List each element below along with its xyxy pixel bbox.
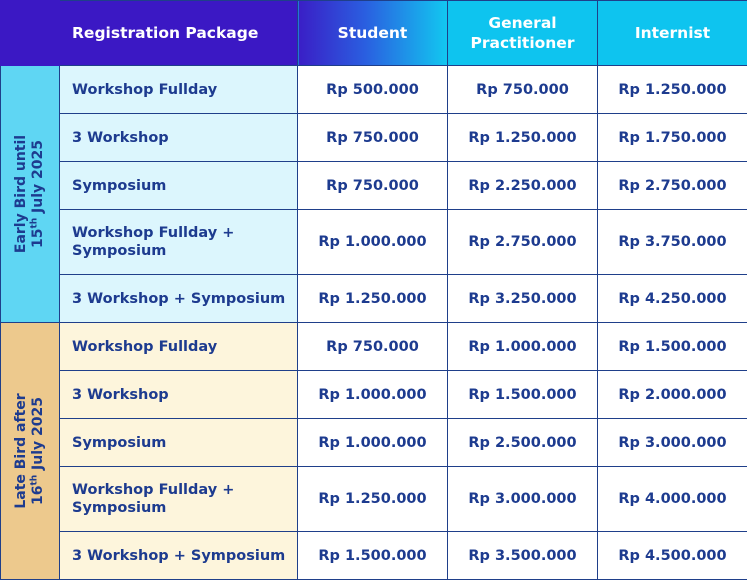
- price-general-practitioner: Rp 3.500.000: [448, 532, 598, 580]
- price-general-practitioner: Rp 1.500.000: [448, 371, 598, 419]
- price-student: Rp 1.000.000: [298, 210, 448, 275]
- price-internist: Rp 1.250.000: [598, 66, 747, 114]
- table-row: [1, 371, 747, 419]
- late-bird-label: Late Bird after 16th July 2025: [13, 393, 46, 509]
- table-row: [1, 210, 747, 275]
- price-internist: Rp 2.750.000: [598, 162, 747, 210]
- price-general-practitioner: Rp 2.500.000: [448, 419, 598, 467]
- price-general-practitioner: Rp 750.000: [448, 66, 598, 114]
- header-gp-line1: General: [488, 14, 557, 32]
- header-registration-package: Registration Package: [60, 1, 298, 66]
- table-row: [1, 162, 747, 210]
- package-name: Workshop Fullday + Symposium: [60, 210, 298, 275]
- header-corner: [1, 1, 60, 66]
- late-bird-group-label: [1, 323, 60, 580]
- package-name: Workshop Fullday: [60, 66, 298, 114]
- header-row: [1, 1, 747, 66]
- table-row: [1, 467, 747, 532]
- price-student: Rp 1.250.000: [298, 275, 448, 323]
- price-student: Rp 1.500.000: [298, 532, 448, 580]
- package-name: 3 Workshop: [60, 114, 298, 162]
- table-row: [1, 419, 747, 467]
- table-row: [1, 532, 747, 580]
- header-gp-line2: Practitioner: [470, 34, 575, 52]
- package-name: Workshop Fullday: [60, 323, 298, 371]
- package-name: 3 Workshop + Symposium: [60, 275, 298, 323]
- price-student: Rp 750.000: [298, 162, 448, 210]
- early-bird-group-label: [1, 66, 60, 323]
- price-student: Rp 1.000.000: [298, 371, 448, 419]
- price-general-practitioner: Rp 1.000.000: [448, 323, 598, 371]
- price-general-practitioner: Rp 2.250.000: [448, 162, 598, 210]
- package-name: Symposium: [60, 162, 298, 210]
- table-row: [1, 114, 747, 162]
- header-student: Student: [298, 1, 448, 66]
- package-name: Symposium: [60, 419, 298, 467]
- price-internist: Rp 4.000.000: [598, 467, 747, 532]
- price-internist: Rp 4.250.000: [598, 275, 747, 323]
- price-student: Rp 750.000: [298, 323, 448, 371]
- price-general-practitioner: Rp 3.000.000: [448, 467, 598, 532]
- early-bird-label: Early Bird until 15th July 2025: [13, 134, 46, 254]
- price-internist: Rp 3.000.000: [598, 419, 747, 467]
- table-row: [1, 275, 747, 323]
- table-row: [1, 323, 747, 371]
- package-name: 3 Workshop + Symposium: [60, 532, 298, 580]
- price-student: Rp 1.250.000: [298, 467, 448, 532]
- header-general-practitioner: [448, 1, 598, 66]
- price-general-practitioner: Rp 2.750.000: [448, 210, 598, 275]
- package-name: Workshop Fullday + Symposium: [60, 467, 298, 532]
- price-internist: Rp 2.000.000: [598, 371, 747, 419]
- header-internist: Internist: [598, 1, 747, 66]
- price-student: Rp 500.000: [298, 66, 448, 114]
- price-internist: Rp 3.750.000: [598, 210, 747, 275]
- price-internist: Rp 1.750.000: [598, 114, 747, 162]
- package-name: 3 Workshop: [60, 371, 298, 419]
- price-internist: Rp 4.500.000: [598, 532, 747, 580]
- price-general-practitioner: Rp 1.250.000: [448, 114, 598, 162]
- price-general-practitioner: Rp 3.250.000: [448, 275, 598, 323]
- price-student: Rp 1.000.000: [298, 419, 448, 467]
- table-row: [1, 66, 747, 114]
- price-student: Rp 750.000: [298, 114, 448, 162]
- price-internist: Rp 1.500.000: [598, 323, 747, 371]
